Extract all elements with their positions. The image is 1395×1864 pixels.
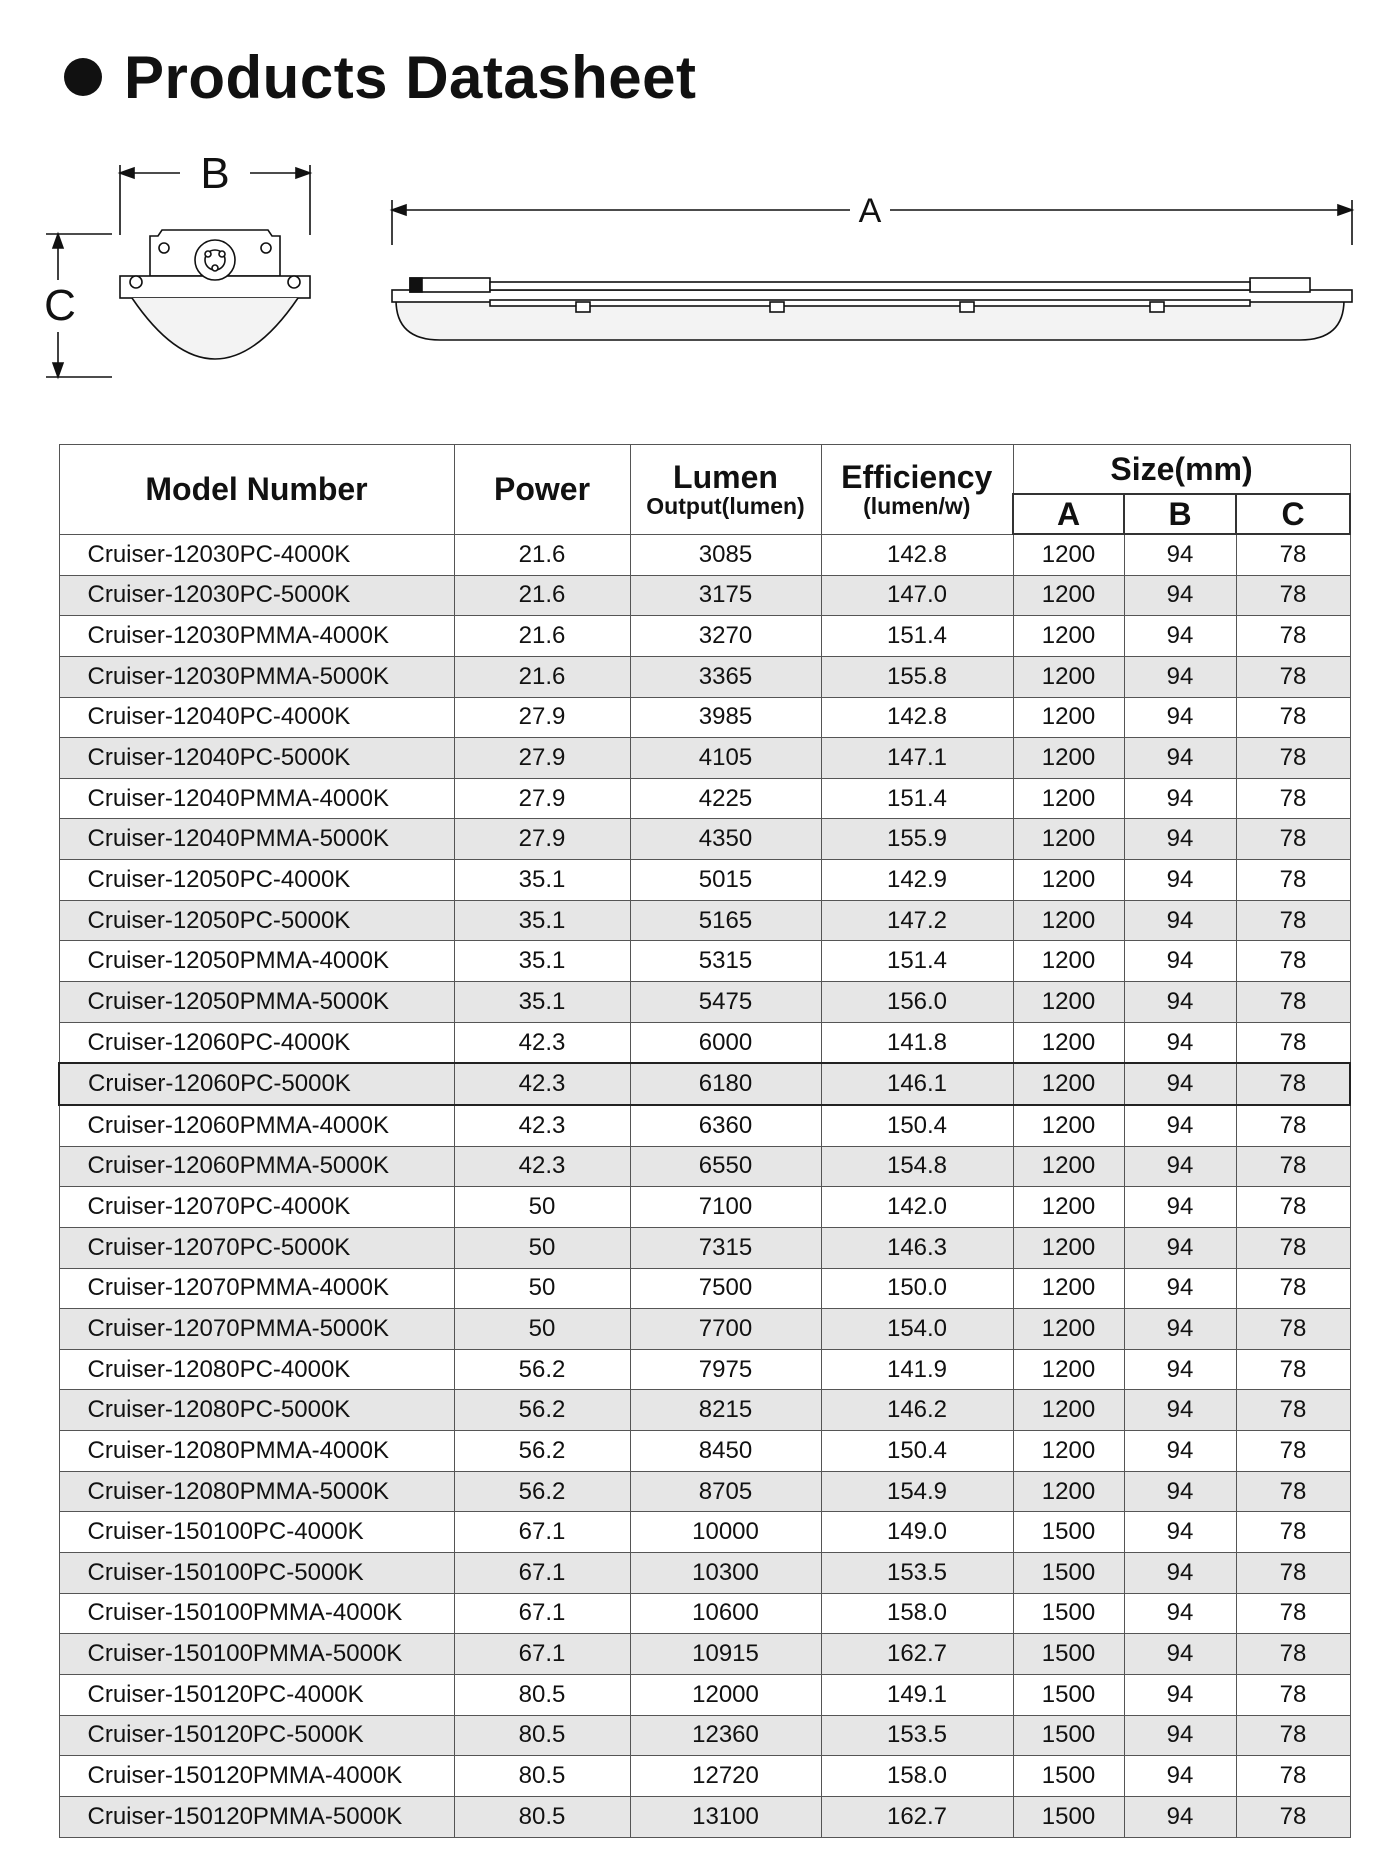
lumen-cell: 12720 [630,1756,821,1797]
efficiency-cell: 147.0 [821,575,1013,616]
lumen-cell: 6000 [630,1022,821,1063]
table-row [59,982,1350,1023]
power-cell: 27.9 [454,819,630,860]
efficiency-cell: 146.1 [821,1063,1013,1105]
size-c-cell: 78 [1236,697,1350,738]
size-b-cell: 94 [1124,616,1236,657]
power-cell: 50 [454,1227,630,1268]
product-dimension-drawing [0,150,1395,400]
table-row [59,1553,1350,1594]
size-b-cell: 94 [1124,1187,1236,1228]
size-a-cell: 1500 [1013,1634,1124,1675]
size-a-cell: 1200 [1013,1349,1124,1390]
header-lumen [630,445,821,535]
power-cell: 27.9 [454,778,630,819]
efficiency-cell: 142.9 [821,860,1013,901]
model-cell: Cruiser-12070PMMA-4000K [59,1268,454,1309]
table-row [59,1715,1350,1756]
efficiency-cell: 151.4 [821,616,1013,657]
size-a-cell: 1200 [1013,1431,1124,1472]
power-cell: 67.1 [454,1634,630,1675]
size-a-cell: 1200 [1013,1105,1124,1146]
label-a: A [858,192,882,230]
lumen-cell: 5315 [630,941,821,982]
size-b-cell: 94 [1124,534,1236,575]
power-cell: 27.9 [454,738,630,779]
efficiency-cell: 150.4 [821,1105,1013,1146]
size-c-cell: 78 [1236,1227,1350,1268]
efficiency-cell: 162.7 [821,1634,1013,1675]
power-cell: 21.6 [454,656,630,697]
size-c-cell: 78 [1236,1715,1350,1756]
size-a-cell: 1500 [1013,1674,1124,1715]
power-cell: 50 [454,1268,630,1309]
table-row [59,1471,1350,1512]
size-c-cell: 78 [1236,738,1350,779]
model-cell: Cruiser-12080PC-5000K [59,1390,454,1431]
table-row [59,1022,1350,1063]
size-a-cell: 1200 [1013,1187,1124,1228]
table-row [59,1349,1350,1390]
size-b-cell: 94 [1124,1063,1236,1105]
size-a-cell: 1200 [1013,941,1124,982]
header-efficiency [821,445,1013,535]
table-row [59,1756,1350,1797]
header-size-a: A [1013,494,1124,534]
size-c-cell: 78 [1236,575,1350,616]
model-cell: Cruiser-12040PMMA-5000K [59,819,454,860]
model-cell: Cruiser-12070PC-4000K [59,1187,454,1228]
model-cell: Cruiser-12070PMMA-5000K [59,1309,454,1350]
model-cell: Cruiser-12070PC-5000K [59,1227,454,1268]
efficiency-cell: 153.5 [821,1715,1013,1756]
size-b-cell: 94 [1124,1227,1236,1268]
table-row [59,819,1350,860]
efficiency-cell: 153.5 [821,1553,1013,1594]
lumen-cell: 7315 [630,1227,821,1268]
lumen-cell: 3985 [630,697,821,738]
power-cell: 56.2 [454,1471,630,1512]
power-cell: 35.1 [454,900,630,941]
power-cell: 80.5 [454,1796,630,1837]
model-cell: Cruiser-150120PC-5000K [59,1715,454,1756]
bullet-icon [64,58,102,96]
lumen-cell: 10300 [630,1553,821,1594]
lumen-cell: 3365 [630,656,821,697]
lumen-cell: 8705 [630,1471,821,1512]
size-b-cell: 94 [1124,1756,1236,1797]
size-b-cell: 94 [1124,1105,1236,1146]
lumen-cell: 13100 [630,1796,821,1837]
size-b-cell: 94 [1124,1390,1236,1431]
power-cell: 21.6 [454,575,630,616]
size-a-cell: 1200 [1013,1268,1124,1309]
table-row [59,738,1350,779]
size-a-cell: 1500 [1013,1715,1124,1756]
size-b-cell: 94 [1124,738,1236,779]
power-cell: 80.5 [454,1674,630,1715]
size-c-cell: 78 [1236,1146,1350,1187]
power-cell: 21.6 [454,616,630,657]
lumen-cell: 5165 [630,900,821,941]
table-row [59,1063,1350,1105]
size-c-cell: 78 [1236,819,1350,860]
size-b-cell: 94 [1124,1349,1236,1390]
size-a-cell: 1200 [1013,900,1124,941]
table-row [59,616,1350,657]
table-row [59,656,1350,697]
efficiency-cell: 154.0 [821,1309,1013,1350]
lumen-cell: 5475 [630,982,821,1023]
datasheet-table [58,444,1351,1838]
size-b-cell: 94 [1124,1553,1236,1594]
table-row [59,1593,1350,1634]
model-cell: Cruiser-12060PC-4000K [59,1022,454,1063]
table-row [59,1390,1350,1431]
size-a-cell: 1200 [1013,778,1124,819]
size-a-cell: 1200 [1013,1063,1124,1105]
lumen-cell: 7700 [630,1309,821,1350]
power-cell: 67.1 [454,1512,630,1553]
size-c-cell: 78 [1236,1756,1350,1797]
efficiency-cell: 146.3 [821,1227,1013,1268]
lumen-cell: 3085 [630,534,821,575]
efficiency-cell: 149.0 [821,1512,1013,1553]
size-c-cell: 78 [1236,1796,1350,1837]
efficiency-cell: 142.8 [821,697,1013,738]
model-cell: Cruiser-12060PMMA-4000K [59,1105,454,1146]
lumen-cell: 3175 [630,575,821,616]
model-cell: Cruiser-12060PMMA-5000K [59,1146,454,1187]
size-c-cell: 78 [1236,1674,1350,1715]
power-cell: 80.5 [454,1756,630,1797]
model-cell: Cruiser-12080PMMA-5000K [59,1471,454,1512]
size-c-cell: 78 [1236,1349,1350,1390]
size-a-cell: 1200 [1013,575,1124,616]
size-a-cell: 1200 [1013,656,1124,697]
efficiency-cell: 155.8 [821,656,1013,697]
lumen-cell: 5015 [630,860,821,901]
model-cell: Cruiser-12040PMMA-4000K [59,778,454,819]
lumen-cell: 6180 [630,1063,821,1105]
size-a-cell: 1200 [1013,860,1124,901]
power-cell: 42.3 [454,1105,630,1146]
size-b-cell: 94 [1124,1471,1236,1512]
size-c-cell: 78 [1236,941,1350,982]
lumen-cell: 7975 [630,1349,821,1390]
lumen-cell: 12000 [630,1674,821,1715]
table-row [59,575,1350,616]
size-c-cell: 78 [1236,1022,1350,1063]
power-cell: 56.2 [454,1349,630,1390]
efficiency-cell: 151.4 [821,941,1013,982]
power-cell: 56.2 [454,1431,630,1472]
size-a-cell: 1500 [1013,1756,1124,1797]
power-cell: 42.3 [454,1146,630,1187]
table-row [59,900,1350,941]
size-b-cell: 94 [1124,1309,1236,1350]
power-cell: 35.1 [454,860,630,901]
header-efficiency-unit: (lumen/w) [863,492,971,519]
table-row [59,697,1350,738]
power-cell: 35.1 [454,941,630,982]
power-cell: 21.6 [454,534,630,575]
size-c-cell: 78 [1236,1471,1350,1512]
model-cell: Cruiser-150120PMMA-4000K [59,1756,454,1797]
size-a-cell: 1200 [1013,1309,1124,1350]
size-c-cell: 78 [1236,1063,1350,1105]
table-row [59,1512,1350,1553]
table-row [59,1227,1350,1268]
table-row [59,1268,1350,1309]
lumen-cell: 7100 [630,1187,821,1228]
efficiency-cell: 142.0 [821,1187,1013,1228]
efficiency-cell: 154.8 [821,1146,1013,1187]
efficiency-cell: 146.2 [821,1390,1013,1431]
model-cell: Cruiser-12040PC-5000K [59,738,454,779]
header-size-c: C [1236,494,1350,534]
size-b-cell: 94 [1124,860,1236,901]
model-cell: Cruiser-12050PC-5000K [59,900,454,941]
size-c-cell: 78 [1236,982,1350,1023]
size-c-cell: 78 [1236,616,1350,657]
model-cell: Cruiser-150100PC-5000K [59,1553,454,1594]
model-cell: Cruiser-150120PMMA-5000K [59,1796,454,1837]
size-c-cell: 78 [1236,860,1350,901]
size-b-cell: 94 [1124,900,1236,941]
size-c-cell: 78 [1236,1512,1350,1553]
size-b-cell: 94 [1124,778,1236,819]
efficiency-cell: 154.9 [821,1471,1013,1512]
datasheet-table-container [58,444,1349,1838]
size-a-cell: 1200 [1013,697,1124,738]
model-cell: Cruiser-12030PMMA-5000K [59,656,454,697]
power-cell: 50 [454,1187,630,1228]
header-power: Power [454,445,630,535]
size-b-cell: 94 [1124,1674,1236,1715]
size-b-cell: 94 [1124,1634,1236,1675]
lumen-cell: 10600 [630,1593,821,1634]
size-b-cell: 94 [1124,982,1236,1023]
size-a-cell: 1200 [1013,1390,1124,1431]
size-a-cell: 1200 [1013,1146,1124,1187]
model-cell: Cruiser-12060PC-5000K [59,1063,454,1105]
header-size: Size(mm) [1013,445,1350,495]
efficiency-cell: 141.9 [821,1349,1013,1390]
size-a-cell: 1500 [1013,1512,1124,1553]
lumen-cell: 8450 [630,1431,821,1472]
power-cell: 80.5 [454,1715,630,1756]
size-b-cell: 94 [1124,819,1236,860]
size-c-cell: 78 [1236,1187,1350,1228]
size-b-cell: 94 [1124,1431,1236,1472]
size-a-cell: 1200 [1013,1471,1124,1512]
size-c-cell: 78 [1236,1634,1350,1675]
lumen-cell: 4105 [630,738,821,779]
efficiency-cell: 151.4 [821,778,1013,819]
size-a-cell: 1200 [1013,616,1124,657]
size-b-cell: 94 [1124,697,1236,738]
table-row [59,1431,1350,1472]
size-b-cell: 94 [1124,1268,1236,1309]
size-b-cell: 94 [1124,1796,1236,1837]
efficiency-cell: 147.1 [821,738,1013,779]
size-c-cell: 78 [1236,778,1350,819]
efficiency-cell: 147.2 [821,900,1013,941]
size-b-cell: 94 [1124,941,1236,982]
efficiency-cell: 155.9 [821,819,1013,860]
lumen-cell: 4225 [630,778,821,819]
lumen-cell: 7500 [630,1268,821,1309]
model-cell: Cruiser-12080PMMA-4000K [59,1431,454,1472]
model-cell: Cruiser-150120PC-4000K [59,1674,454,1715]
table-row [59,1309,1350,1350]
table-row [59,1105,1350,1146]
header-lumen-title: Lumen [673,458,778,495]
power-cell: 35.1 [454,982,630,1023]
size-a-cell: 1200 [1013,534,1124,575]
size-c-cell: 78 [1236,1268,1350,1309]
model-cell: Cruiser-12040PC-4000K [59,697,454,738]
size-c-cell: 78 [1236,900,1350,941]
size-b-cell: 94 [1124,1715,1236,1756]
lumen-cell: 4350 [630,819,821,860]
efficiency-cell: 158.0 [821,1756,1013,1797]
size-a-cell: 1200 [1013,1227,1124,1268]
lumen-cell: 12360 [630,1715,821,1756]
power-cell: 67.1 [454,1553,630,1594]
model-cell: Cruiser-12050PC-4000K [59,860,454,901]
table-row [59,534,1350,575]
label-b: B [200,150,230,198]
size-a-cell: 1500 [1013,1553,1124,1594]
model-cell: Cruiser-12080PC-4000K [59,1349,454,1390]
power-cell: 50 [454,1309,630,1350]
header-size-b: B [1124,494,1236,534]
model-cell: Cruiser-150100PC-4000K [59,1512,454,1553]
size-b-cell: 94 [1124,1022,1236,1063]
table-row [59,1674,1350,1715]
lumen-cell: 10000 [630,1512,821,1553]
efficiency-cell: 150.4 [821,1431,1013,1472]
size-a-cell: 1500 [1013,1593,1124,1634]
page-title: Products Datasheet [124,43,697,111]
size-a-cell: 1200 [1013,982,1124,1023]
efficiency-cell: 156.0 [821,982,1013,1023]
table-row [59,1146,1350,1187]
power-cell: 42.3 [454,1063,630,1105]
lumen-cell: 6550 [630,1146,821,1187]
size-b-cell: 94 [1124,1512,1236,1553]
header-efficiency-title: Efficiency [841,458,993,495]
table-row [59,778,1350,819]
size-b-cell: 94 [1124,575,1236,616]
power-cell: 56.2 [454,1390,630,1431]
size-c-cell: 78 [1236,534,1350,575]
size-c-cell: 78 [1236,656,1350,697]
lumen-cell: 8215 [630,1390,821,1431]
header-lumen-unit: Output(lumen) [646,492,805,519]
lumen-cell: 10915 [630,1634,821,1675]
size-c-cell: 78 [1236,1390,1350,1431]
size-b-cell: 94 [1124,1593,1236,1634]
efficiency-cell: 150.0 [821,1268,1013,1309]
datasheet-body [59,534,1350,1837]
size-b-cell: 94 [1124,1146,1236,1187]
model-cell: Cruiser-150100PMMA-4000K [59,1593,454,1634]
label-c: C [44,281,76,330]
model-cell: Cruiser-12050PMMA-5000K [59,982,454,1023]
efficiency-cell: 142.8 [821,534,1013,575]
size-c-cell: 78 [1236,1593,1350,1634]
size-c-cell: 78 [1236,1105,1350,1146]
size-a-cell: 1500 [1013,1796,1124,1837]
table-row [59,1634,1350,1675]
power-cell: 67.1 [454,1593,630,1634]
model-cell: Cruiser-12030PC-5000K [59,575,454,616]
efficiency-cell: 162.7 [821,1796,1013,1837]
size-a-cell: 1200 [1013,1022,1124,1063]
dimension-diagram-svg [0,150,1395,400]
size-b-cell: 94 [1124,656,1236,697]
efficiency-cell: 141.8 [821,1022,1013,1063]
size-c-cell: 78 [1236,1553,1350,1594]
lumen-cell: 3270 [630,616,821,657]
power-cell: 27.9 [454,697,630,738]
size-a-cell: 1200 [1013,819,1124,860]
table-row [59,1796,1350,1837]
lumen-cell: 6360 [630,1105,821,1146]
model-cell: Cruiser-12030PMMA-4000K [59,616,454,657]
header-model-number: Model Number [59,445,454,535]
power-cell: 42.3 [454,1022,630,1063]
table-row [59,1187,1350,1228]
table-row [59,941,1350,982]
fixture-side-view [392,278,1352,340]
model-cell: Cruiser-12050PMMA-4000K [59,941,454,982]
table-row [59,860,1350,901]
page-header [64,42,697,112]
efficiency-cell: 149.1 [821,1674,1013,1715]
fixture-end-view [120,230,310,359]
model-cell: Cruiser-12030PC-4000K [59,534,454,575]
size-a-cell: 1200 [1013,738,1124,779]
size-c-cell: 78 [1236,1309,1350,1350]
size-c-cell: 78 [1236,1431,1350,1472]
model-cell: Cruiser-150100PMMA-5000K [59,1634,454,1675]
efficiency-cell: 158.0 [821,1593,1013,1634]
